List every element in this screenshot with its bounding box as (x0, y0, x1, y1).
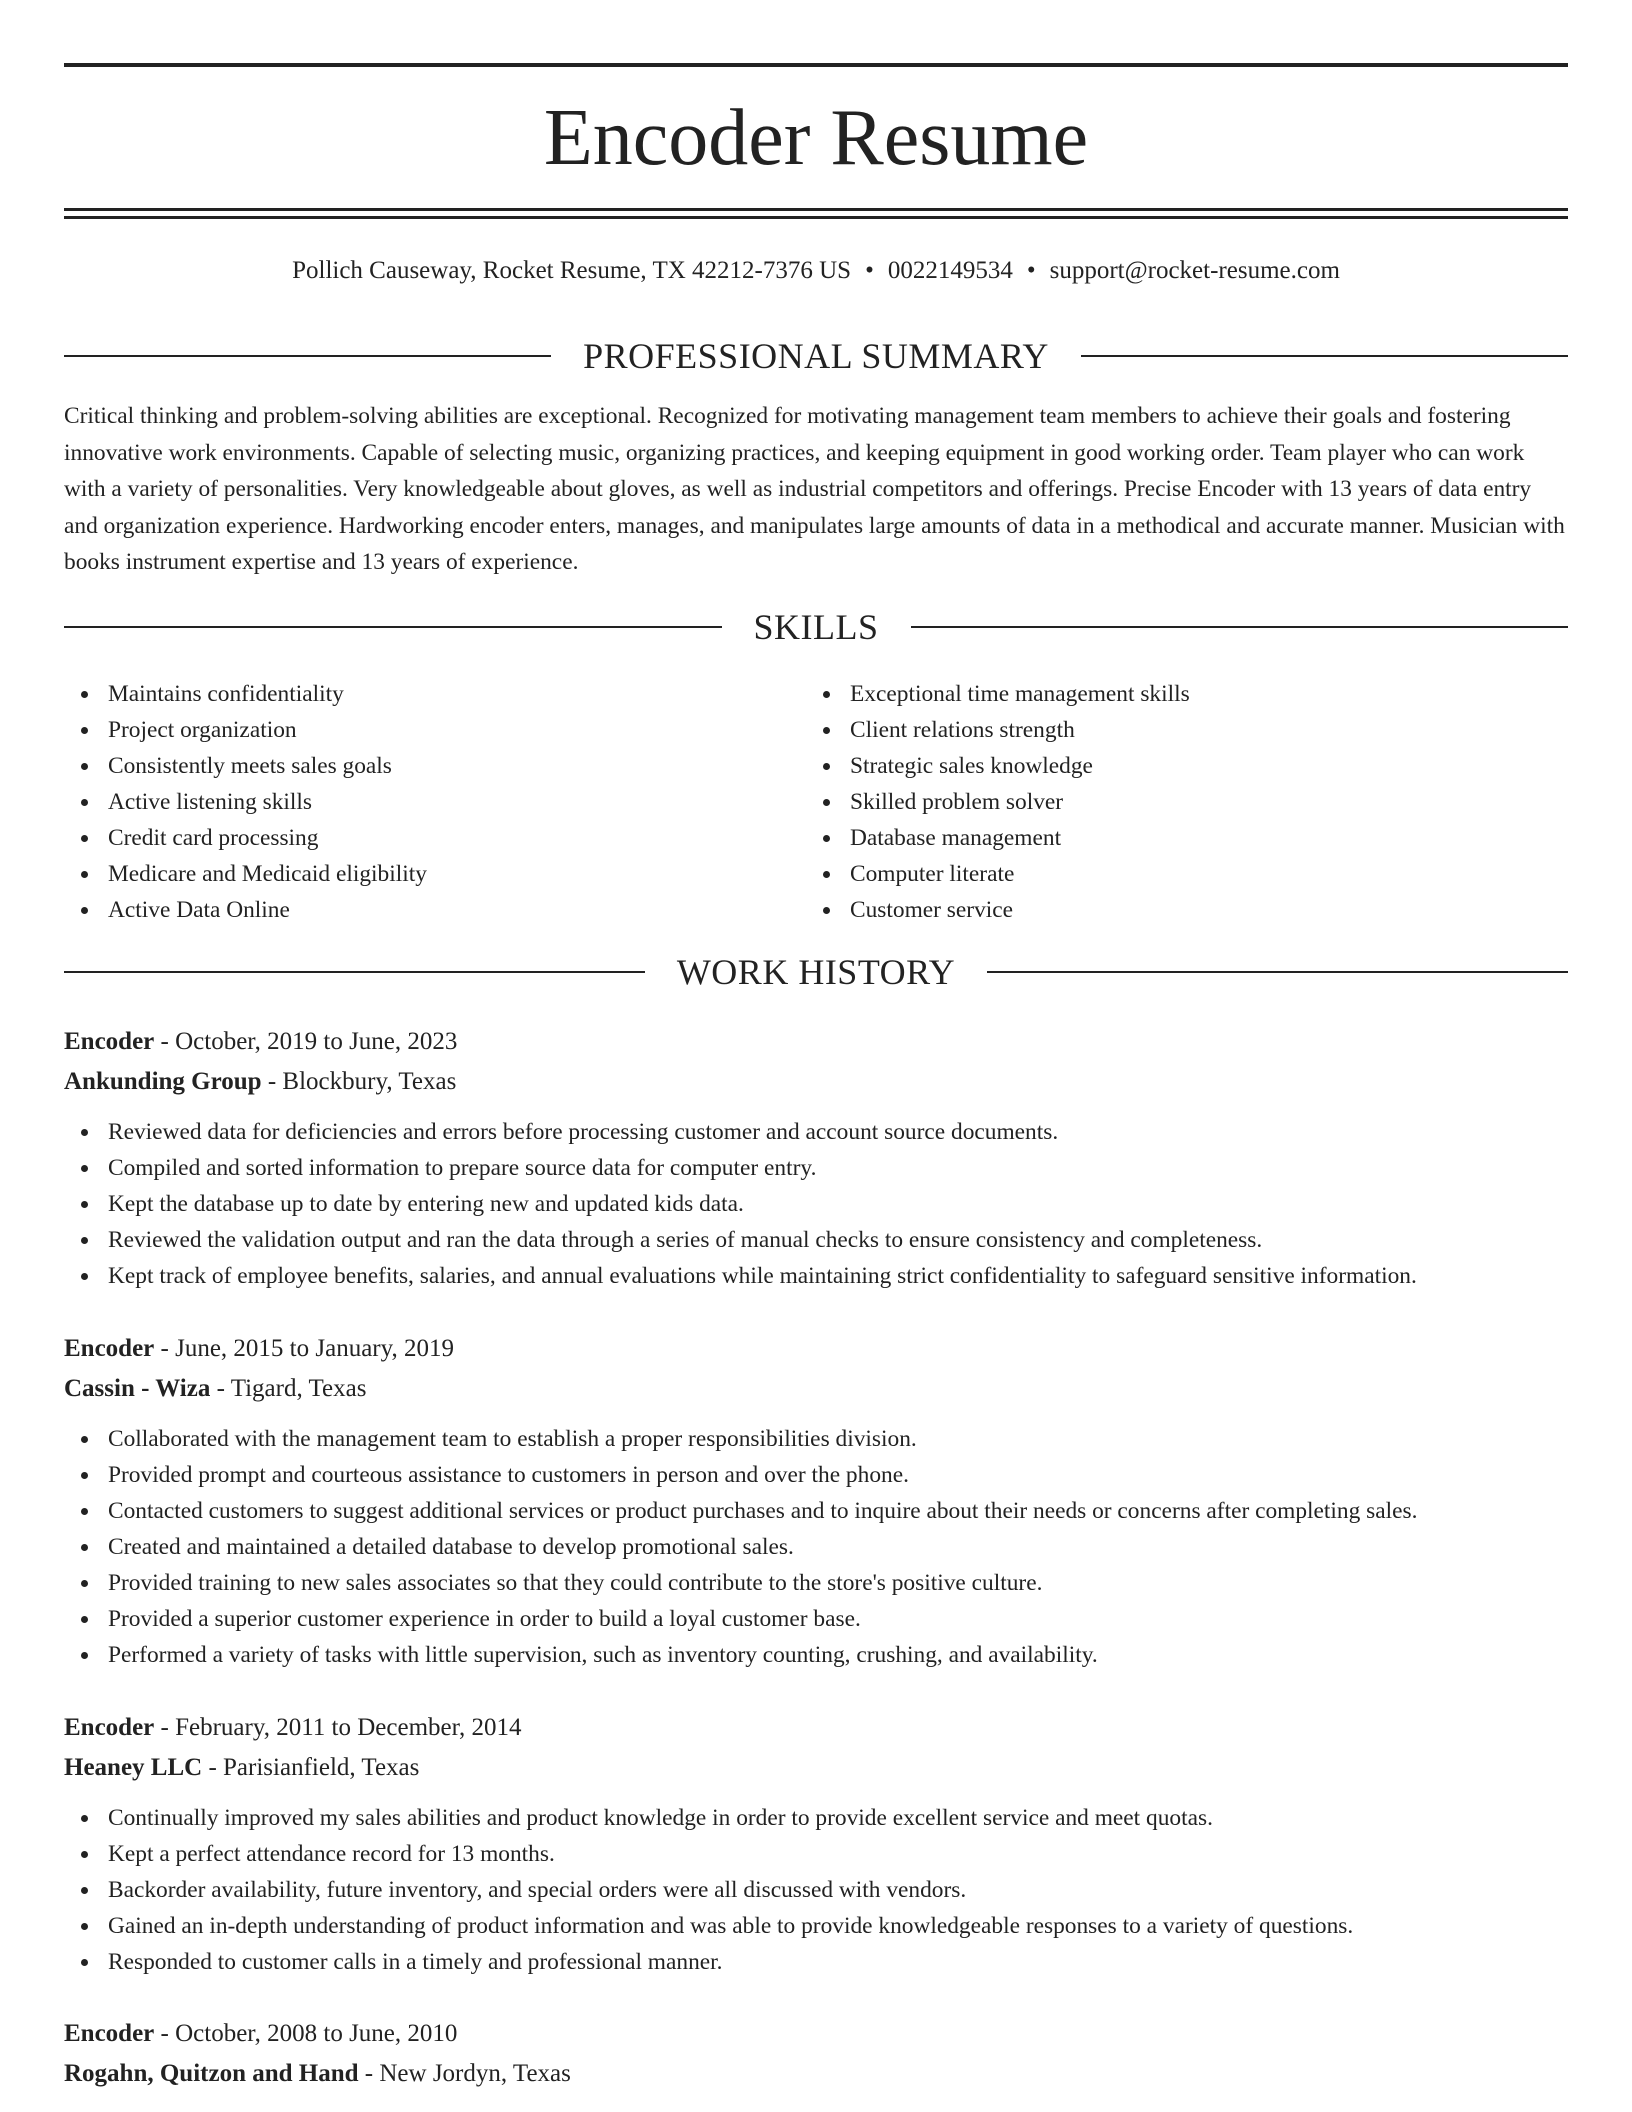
job-dates: June, 2015 to January, 2019 (175, 1335, 455, 1362)
heading-rule-left (64, 355, 551, 357)
job-bullet: Compiled and sorted information to prepare source data for computer entry. (64, 1150, 1568, 1186)
skill-item: Database management (806, 820, 1566, 856)
job-bullet: Reviewed data for deficiencies and errors before processing customer and account source documents. (64, 1114, 1568, 1150)
job-bullet: Provided prompt and courteous assistance to customers in person and over the phone. (64, 1457, 1568, 1493)
job-bullet: Performed a variety of tasks with little supervision, such as inventory counting, crushing, and availability. (64, 1637, 1568, 1673)
heading-rule-right (911, 626, 1569, 628)
skills-heading (64, 607, 1568, 647)
job-bullet: Provided a superior customer experience in order to build a loyal customer base. (64, 1601, 1568, 1637)
job-location: Blockbury, Texas (282, 1068, 457, 1095)
job-bullet: Reviewed the validation output and ran the data through a series of manual checks to ensure consistency and completeness. (64, 1222, 1568, 1258)
job-bullet: Created and maintained a detailed database to develop promotional sales. (64, 1529, 1568, 1565)
job-company-line: Cassin - Wiza - Tigard, Texas (64, 1375, 367, 1402)
contact-separator: • (865, 257, 874, 284)
skill-item: Project organization (64, 712, 764, 748)
summary-heading-label: PROFESSIONAL SUMMARY (583, 336, 1049, 376)
skill-item: Computer literate (806, 856, 1566, 892)
skill-item: Customer service (806, 892, 1566, 928)
summary-heading (64, 336, 1568, 376)
job-role-line: Encoder - June, 2015 to January, 2019 (64, 1335, 455, 1362)
job-bullet: Collaborated with the management team to establish a proper responsibilities division. (64, 1421, 1568, 1457)
skills-heading-label: SKILLS (753, 607, 879, 647)
skill-item: Strategic sales knowledge (806, 748, 1566, 784)
skill-item: Credit card processing (64, 820, 764, 856)
job-company: Heaney LLC (64, 1754, 203, 1781)
job-title: Encoder (64, 1028, 155, 1055)
job-role-line: Encoder - October, 2008 to June, 2010 (64, 2020, 458, 2047)
heading-rule-left (64, 971, 645, 973)
job-company: Rogahn, Quitzon and Hand (64, 2060, 359, 2087)
job-title: Encoder (64, 1714, 155, 1741)
job-company-line: Rogahn, Quitzon and Hand - New Jordyn, Texas (64, 2060, 571, 2087)
contact-address: Pollich Causeway, Rocket Resume, TX 42212-7376 US (292, 257, 852, 284)
job-bullet: Provided training to new sales associates so that they could contribute to the store's positive culture. (64, 1565, 1568, 1601)
work-history-heading (64, 952, 1568, 992)
job-entry (64, 1022, 1568, 1294)
job-role-line: Encoder - October, 2019 to June, 2023 (64, 1028, 458, 1055)
job-bullets (64, 1114, 1568, 1294)
job-bullet: Gained an in-depth understanding of product information and was able to provide knowledgeable responses to a variety of questions. (64, 1908, 1568, 1944)
skill-item: Client relations strength (806, 712, 1566, 748)
job-bullet: Kept a perfect attendance record for 13 months. (64, 1836, 1568, 1872)
contact-line (64, 254, 1568, 288)
job-dates: October, 2019 to June, 2023 (175, 1028, 458, 1055)
contact-separator: • (1026, 257, 1036, 284)
title-rule-lower (64, 216, 1568, 219)
job-company-line: Ankunding Group - Blockbury, Texas (64, 1068, 457, 1095)
skill-item: Maintains confidentiality (64, 676, 764, 712)
job-entry (64, 1708, 1568, 1980)
job-title: Encoder (64, 1335, 155, 1362)
work-history-heading-label: WORK HISTORY (676, 952, 956, 992)
job-dates: February, 2011 to December, 2014 (175, 1714, 522, 1741)
contact-email: support@rocket-resume.com (1049, 257, 1340, 284)
resume-title: Encoder Resume (543, 94, 1089, 182)
job-bullet: Kept the database up to date by entering new and updated kids data. (64, 1186, 1568, 1222)
job-company: Ankunding Group (64, 1068, 262, 1095)
skill-item: Active listening skills (64, 784, 764, 820)
job-location: New Jordyn, Texas (379, 2060, 571, 2087)
summary-text: Critical thinking and problem-solving abilities are exceptional. Recognized for motivating management team members to achieve their goals and fostering innovative work environments. Capable of selecting music, organizing practices, and keeping equipment in good working order. Team player who can work with a variety of personalities. Very knowledgeable about gloves, as well as industrial competitors and offerings. Precise Encoder with 13 years of data entry and organization experience. Hardworking encoder enters, manages, and manipulates large amounts of data in a methodical and accurate manner. Musician with books instrument expertise and 13 years of experience. (64, 403, 1565, 576)
job-dates: October, 2008 to June, 2010 (175, 2020, 458, 2047)
job-bullet: Backorder availability, future inventory, and special orders were all discussed with vendors. (64, 1872, 1568, 1908)
job-location: Parisianfield, Texas (223, 1754, 420, 1781)
skill-item: Medicare and Medicaid eligibility (64, 856, 764, 892)
skills-list-left (64, 676, 764, 928)
skill-item: Exceptional time management skills (806, 676, 1566, 712)
job-bullets (64, 1421, 1568, 1673)
skill-item: Active Data Online (64, 892, 764, 928)
job-company: Cassin - Wiza (64, 1375, 211, 1402)
job-company-line: Heaney LLC - Parisianfield, Texas (64, 1754, 420, 1781)
job-entry (64, 1329, 1568, 1673)
job-bullet: Continually improved my sales abilities and product knowledge in order to provide excellent service and meet quotas. (64, 1800, 1568, 1836)
job-entry (64, 2014, 1568, 2094)
skill-item: Skilled problem solver (806, 784, 1566, 820)
skill-item: Consistently meets sales goals (64, 748, 764, 784)
job-bullet: Kept track of employee benefits, salaries, and annual evaluations while maintaining strict confidentiality to safeguard sensitive information. (64, 1258, 1568, 1294)
job-location: Tigard, Texas (230, 1375, 367, 1402)
contact-phone: 0022149534 (887, 257, 1013, 284)
top-rule (64, 63, 1568, 67)
job-title: Encoder (64, 2020, 155, 2047)
heading-rule-left (64, 626, 722, 628)
job-bullet: Responded to customer calls in a timely and professional manner. (64, 1944, 1568, 1980)
job-bullet: Contacted customers to suggest additional services or product purchases and to inquire about their needs or concerns after completing sales. (64, 1493, 1568, 1529)
heading-rule-right (1081, 355, 1568, 357)
title-rule-upper (64, 208, 1568, 211)
job-role-line: Encoder - February, 2011 to December, 2014 (64, 1714, 522, 1741)
skills-list-right (806, 676, 1566, 928)
job-bullets (64, 1800, 1568, 1980)
heading-rule-right (987, 971, 1568, 973)
